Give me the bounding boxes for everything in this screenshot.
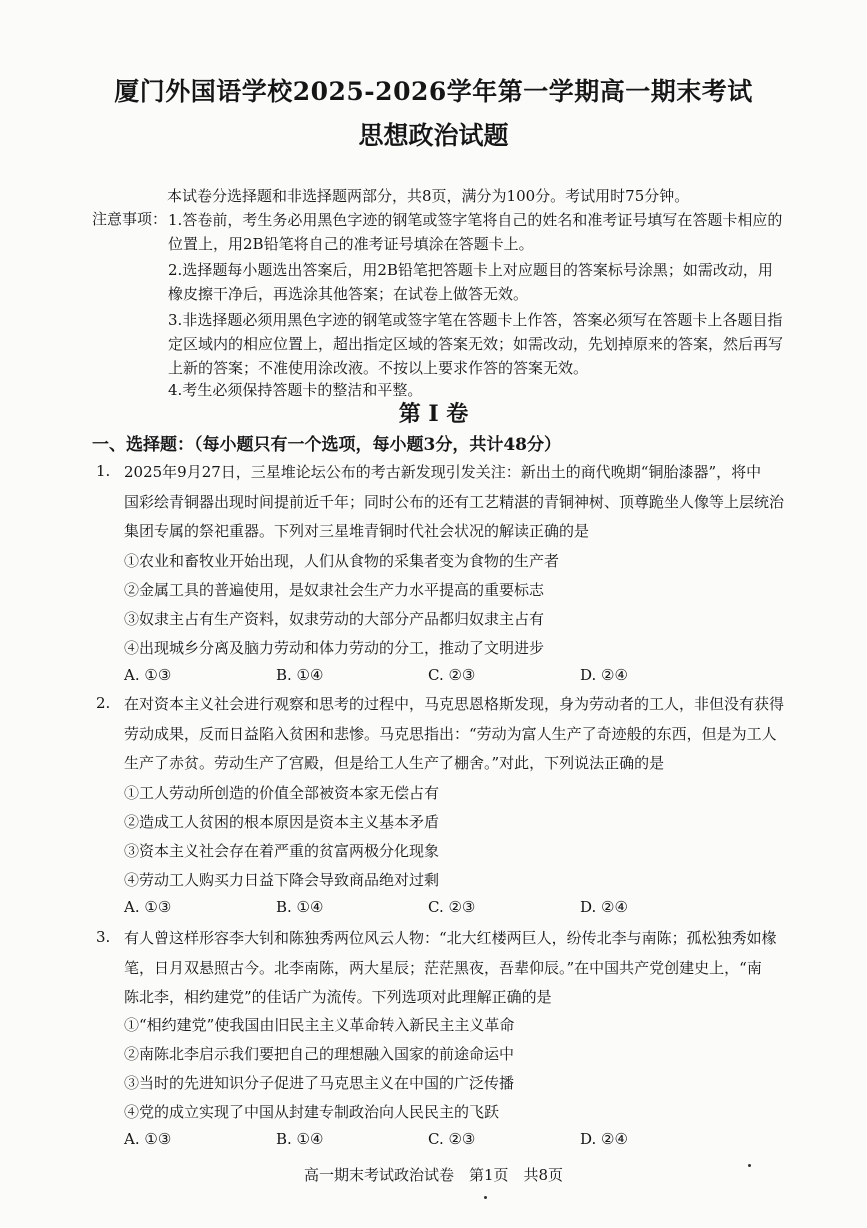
question-item: ③当时的先进知识分子促进了马克思主义在中国的广泛传播 xyxy=(124,1074,515,1092)
question-stem: 2025年9月27日，三星堆论坛公布的考古新发现引发关注：新出土的商代晚期“铜胎漆器”，将中 国彩绘青铜器出现时间提前近千年；同时公布的还有工艺精湛的青铜神树、顶尊跪坐人像等上层统治 集团专属的祭祀重器。下列对三星堆青铜时代社会状况的解读正确的是 xyxy=(124,463,785,540)
choice-b[interactable]: B. ①④ xyxy=(276,1130,324,1148)
question-item: ①农业和畜牧业开始出现，人们从食物的采集者变为食物的生产者 xyxy=(124,552,560,570)
question-item: ③奴隶主占有生产资料，奴隶劳动的大部分产品都归奴隶主占有 xyxy=(124,610,545,628)
question-item: ④出现城乡分离及脑力劳动和体力劳动的分工，推动了文明进步 xyxy=(124,639,545,657)
notice-label: 注意事项： xyxy=(92,210,168,228)
question-item: ③资本主义社会存在着严重的贫富两极分化现象 xyxy=(124,842,440,860)
notice-item-line: 1.答卷前，考生务必用黑色字迹的钢笔或签字笔将自己的姓名和准考证号填写在答题卡相应的 xyxy=(168,211,783,229)
notice-item-line: 定区域内的相应位置上，超出指定区域的答案无效；如需改动，先划掉原来的答案，然后再写 xyxy=(168,335,784,353)
question-number: 1. xyxy=(96,462,111,480)
notice-item xyxy=(168,308,800,380)
choice-b[interactable]: B. ①④ xyxy=(276,898,324,916)
notice-item xyxy=(168,208,800,256)
choice-d[interactable]: D. ②④ xyxy=(580,666,628,684)
notice-item-line: 2.选择题每小题选出答案后，用2B铅笔把答题卡上对应题目的答案标号涂黑；如需改动，用 xyxy=(168,261,773,279)
scan-speck xyxy=(748,1164,751,1167)
question-item: ④党的成立实现了中国从封建专制政治向人民民主的飞跃 xyxy=(124,1103,500,1121)
question-item: ②南陈北李启示我们要把自己的理想融入国家的前途命运中 xyxy=(124,1045,515,1063)
choice-d[interactable]: D. ②④ xyxy=(580,1130,628,1148)
exam-title: 厦门外国语学校2025-2026学年第一学期高一期末考试 xyxy=(114,77,753,106)
notice-item xyxy=(168,258,800,306)
question-item: ④劳动工人购买力日益下降会导致商品绝对过剩 xyxy=(124,871,440,889)
choice-c[interactable]: C. ②③ xyxy=(428,898,476,916)
question-item: ②造成工人贫困的根本原因是资本主义基本矛盾 xyxy=(124,813,440,831)
page-footer: 高一期末考试政治试卷 第1页 共8页 xyxy=(303,1166,564,1184)
question-item: ②金属工具的普遍使用，是奴隶社会生产力水平提高的重要标志 xyxy=(124,581,545,599)
notice-item-line: 3.非选择题必须用黑色字迹的钢笔或签字笔在答题卡上作答，答案必须写在答题卡上各题目指 xyxy=(168,311,783,329)
question-item: ①工人劳动所创造的价值全部被资本家无偿占有 xyxy=(124,784,440,802)
choice-a[interactable]: A. ①③ xyxy=(124,666,172,684)
question-number: 3. xyxy=(96,928,111,946)
notice-item-line: 4.考生必须保持答题卡的整洁和平整。 xyxy=(168,381,423,399)
exam-intro: 本试卷分选择题和非选择题两部分，共8页，满分为100分。考试用时75分钟。 xyxy=(167,187,690,205)
question-stem: 在对资本主义社会进行观察和思考的过程中，马克思恩格斯发现，身为劳动者的工人，非但没有获得 劳动成果，反而日益陷入贫困和悲惨。马克思指出：“劳动为富人生产了奇迹般的东西，但是为工人 生产了赤贫。劳动生产了宫殿，但是给工人生产了棚舍。”对此，下列说法正确的是 xyxy=(124,695,785,772)
choice-c[interactable]: C. ②③ xyxy=(428,666,476,684)
section-title: 一、选择题：（每小题只有一个选项，每小题3分，共计48分） xyxy=(92,435,561,455)
part-title: 第 I 卷 xyxy=(398,401,469,427)
question-stem: 有人曾这样形容李大钊和陈独秀两位风云人物：“北大红楼两巨人，纷传北李与南陈；孤松独秀如椽 笔，日月双悬照古今。北李南陈，两大星辰；茫茫黑夜，吾辈仰辰。”在中国共产党创建史上，“南 陈北李，相约建党”的佳话广为流传。下列选项对此理解正确的是 xyxy=(124,929,777,1006)
scan-speck xyxy=(484,1196,487,1199)
notice-item-line: 位置上，用2B铅笔将自己的准考证号填涂在答题卡上。 xyxy=(168,235,534,253)
exam-subject: 思想政治试题 xyxy=(358,121,509,150)
choice-a[interactable]: A. ①③ xyxy=(124,898,172,916)
choice-b[interactable]: B. ①④ xyxy=(276,666,324,684)
question-number: 2. xyxy=(96,694,111,712)
question-item: ①“相约建党”使我国由旧民主主义革命转入新民主主义革命 xyxy=(124,1016,515,1034)
choice-d[interactable]: D. ②④ xyxy=(580,898,628,916)
choice-a[interactable]: A. ①③ xyxy=(124,1130,172,1148)
choice-c[interactable]: C. ②③ xyxy=(428,1130,476,1148)
notice-item-line: 橡皮擦干净后，再选涂其他答案；在试卷上做答无效。 xyxy=(168,285,529,303)
notice-item-line: 上新的答案；不准使用涂改液。不按以上要求作答的答案无效。 xyxy=(168,359,589,377)
